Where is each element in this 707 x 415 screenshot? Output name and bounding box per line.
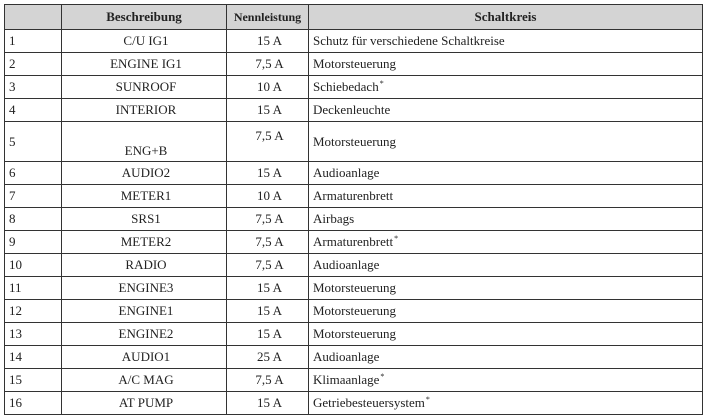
footnote-marker: * xyxy=(379,79,384,88)
fuse-description xyxy=(62,76,227,99)
fuse-rating-text: 15 A xyxy=(257,280,282,295)
fuse-number xyxy=(5,122,62,162)
fuse-description xyxy=(62,99,227,122)
fuse-description-text: METER1 xyxy=(120,188,172,203)
fuse-circuit xyxy=(309,208,703,231)
table-row xyxy=(5,122,703,162)
fuse-rating-text: 10 A xyxy=(257,79,282,94)
fuse-description xyxy=(62,300,227,323)
fuse-circuit xyxy=(309,162,703,185)
fuse-number xyxy=(5,346,62,369)
fuse-circuit xyxy=(309,346,703,369)
fuse-rating xyxy=(227,53,309,76)
table-row xyxy=(5,30,703,53)
fuse-rating xyxy=(227,254,309,277)
fuse-table xyxy=(4,4,703,415)
fuse-description xyxy=(62,122,227,162)
fuse-description-text: ENGINE3 xyxy=(118,280,174,295)
fuse-number xyxy=(5,392,62,415)
fuse-circuit xyxy=(309,277,703,300)
fuse-rating xyxy=(227,122,309,162)
fuse-description xyxy=(62,346,227,369)
table-body xyxy=(5,30,703,415)
fuse-rating xyxy=(227,99,309,122)
fuse-circuit-text: Audioanlage xyxy=(313,257,380,272)
footnote-marker: * xyxy=(394,234,399,243)
fuse-number xyxy=(5,254,62,277)
fuse-number-text: 2 xyxy=(9,56,16,71)
header-circuit: Schaltkreis xyxy=(309,5,703,30)
fuse-rating-text: 25 A xyxy=(257,349,282,364)
fuse-number-text: 3 xyxy=(9,79,16,94)
fuse-circuit-text: Audioanlage xyxy=(313,165,380,180)
fuse-number-text: 4 xyxy=(9,102,16,117)
header-rating: Nennleistung xyxy=(227,5,309,30)
fuse-circuit-text: Armaturenbrett xyxy=(313,234,394,249)
fuse-circuit xyxy=(309,323,703,346)
fuse-rating xyxy=(227,30,309,53)
fuse-number xyxy=(5,185,62,208)
fuse-description-text: ENGINE IG1 xyxy=(110,56,182,71)
fuse-description-text: AUDIO1 xyxy=(121,349,171,364)
fuse-description-text: AUDIO2 xyxy=(121,165,171,180)
fuse-number xyxy=(5,76,62,99)
fuse-rating xyxy=(227,208,309,231)
table-row xyxy=(5,300,703,323)
fuse-description-text: A/C MAG xyxy=(118,372,174,387)
fuse-rating xyxy=(227,346,309,369)
fuse-circuit-text: Motorsteuerung xyxy=(313,280,397,295)
fuse-circuit-text: Deckenleuchte xyxy=(313,102,391,117)
footnote-marker: * xyxy=(380,372,385,381)
fuse-description xyxy=(62,30,227,53)
fuse-number-text: 7 xyxy=(9,188,16,203)
fuse-description xyxy=(62,231,227,254)
table-row xyxy=(5,346,703,369)
fuse-rating xyxy=(227,323,309,346)
fuse-circuit-text: Audioanlage xyxy=(313,349,380,364)
table-row xyxy=(5,185,703,208)
fuse-rating-text: 7,5 A xyxy=(255,128,284,143)
fuse-rating-text: 15 A xyxy=(257,165,282,180)
header-description: Beschreibung xyxy=(62,5,227,30)
table-row xyxy=(5,254,703,277)
fuse-description-text: INTERIOR xyxy=(115,102,177,117)
fuse-number xyxy=(5,208,62,231)
table-header-row xyxy=(5,5,703,30)
fuse-rating-text: 7,5 A xyxy=(255,211,284,226)
fuse-rating xyxy=(227,300,309,323)
fuse-rating xyxy=(227,231,309,254)
fuse-number xyxy=(5,323,62,346)
fuse-circuit xyxy=(309,300,703,323)
fuse-circuit-text: Airbags xyxy=(313,211,355,226)
table-row xyxy=(5,369,703,392)
fuse-description xyxy=(62,277,227,300)
fuse-circuit xyxy=(309,76,703,99)
fuse-number-text: 6 xyxy=(9,165,16,180)
table-row xyxy=(5,277,703,300)
fuse-circuit-text: Motorsteuerung xyxy=(313,303,397,318)
fuse-description xyxy=(62,369,227,392)
fuse-number-text: 14 xyxy=(9,349,22,364)
table-row xyxy=(5,162,703,185)
fuse-description-text: C/U IG1 xyxy=(123,33,169,48)
fuse-rating xyxy=(227,369,309,392)
fuse-rating-text: 7,5 A xyxy=(255,234,284,249)
fuse-rating xyxy=(227,76,309,99)
fuse-circuit-text: Motorsteuerung xyxy=(313,326,397,341)
fuse-circuit-text: Motorsteuerung xyxy=(313,133,397,149)
fuse-rating-text: 7,5 A xyxy=(255,257,284,272)
fuse-circuit xyxy=(309,392,703,415)
fuse-number-text: 15 xyxy=(9,372,22,387)
fuse-description-text: AT PUMP xyxy=(118,395,174,410)
fuse-circuit-text: Armaturenbrett xyxy=(313,188,394,203)
fuse-description xyxy=(62,208,227,231)
fuse-description xyxy=(62,162,227,185)
fuse-circuit xyxy=(309,122,703,162)
fuse-description-text: ENG+B xyxy=(124,143,168,158)
fuse-number xyxy=(5,162,62,185)
fuse-rating-text: 15 A xyxy=(257,395,282,410)
fuse-number-text: 13 xyxy=(9,326,22,341)
fuse-circuit xyxy=(309,30,703,53)
fuse-rating-text: 15 A xyxy=(257,326,282,341)
fuse-description-text: ENGINE1 xyxy=(118,303,174,318)
fuse-description-text: ENGINE2 xyxy=(118,326,174,341)
fuse-number-text: 1 xyxy=(9,33,16,48)
fuse-description xyxy=(62,185,227,208)
fuse-description xyxy=(62,392,227,415)
fuse-rating-text: 15 A xyxy=(257,102,282,117)
fuse-description-text: RADIO xyxy=(125,257,167,272)
fuse-number-text: 9 xyxy=(9,234,16,249)
fuse-description-text: SRS1 xyxy=(131,211,161,226)
fuse-number xyxy=(5,369,62,392)
table-row xyxy=(5,76,703,99)
fuse-description-text: SUNROOF xyxy=(115,79,177,94)
fuse-circuit-text: Klimaanlage xyxy=(313,372,380,387)
fuse-circuit xyxy=(309,53,703,76)
fuse-rating-text: 15 A xyxy=(257,303,282,318)
fuse-description xyxy=(62,53,227,76)
fuse-circuit xyxy=(309,99,703,122)
fuse-circuit-text: Motorsteuerung xyxy=(313,56,397,71)
fuse-rating xyxy=(227,277,309,300)
fuse-description xyxy=(62,254,227,277)
fuse-description xyxy=(62,323,227,346)
fuse-number-text: 11 xyxy=(9,280,22,295)
fuse-rating-text: 10 A xyxy=(257,188,282,203)
fuse-number-text: 10 xyxy=(9,257,22,272)
table-row xyxy=(5,99,703,122)
footnote-marker: * xyxy=(425,395,430,404)
fuse-circuit-text: Getriebesteuersystem xyxy=(313,395,425,410)
fuse-circuit-text: Schiebedach xyxy=(313,79,379,94)
fuse-rating-text: 15 A xyxy=(257,33,282,48)
fuse-number-text: 12 xyxy=(9,303,22,318)
fuse-number-text: 8 xyxy=(9,211,16,226)
fuse-circuit-text: Schutz für verschiedene Schaltkreise xyxy=(313,33,505,48)
fuse-number xyxy=(5,53,62,76)
fuse-rating-text: 7,5 A xyxy=(255,372,284,387)
fuse-rating-text: 7,5 A xyxy=(255,56,284,71)
header-number xyxy=(5,5,62,30)
table-row xyxy=(5,53,703,76)
fuse-circuit xyxy=(309,254,703,277)
fuse-circuit xyxy=(309,369,703,392)
fuse-number-text: 16 xyxy=(9,395,22,410)
table-row xyxy=(5,392,703,415)
fuse-number xyxy=(5,99,62,122)
fuse-circuit xyxy=(309,231,703,254)
fuse-number xyxy=(5,30,62,53)
fuse-circuit xyxy=(309,185,703,208)
table-row xyxy=(5,231,703,254)
fuse-description-text: METER2 xyxy=(120,234,172,249)
fuse-number xyxy=(5,231,62,254)
fuse-number xyxy=(5,300,62,323)
fuse-rating xyxy=(227,185,309,208)
fuse-rating xyxy=(227,392,309,415)
fuse-number-text: 5 xyxy=(9,133,16,149)
fuse-rating xyxy=(227,162,309,185)
table-row xyxy=(5,323,703,346)
table-row xyxy=(5,208,703,231)
fuse-number xyxy=(5,277,62,300)
